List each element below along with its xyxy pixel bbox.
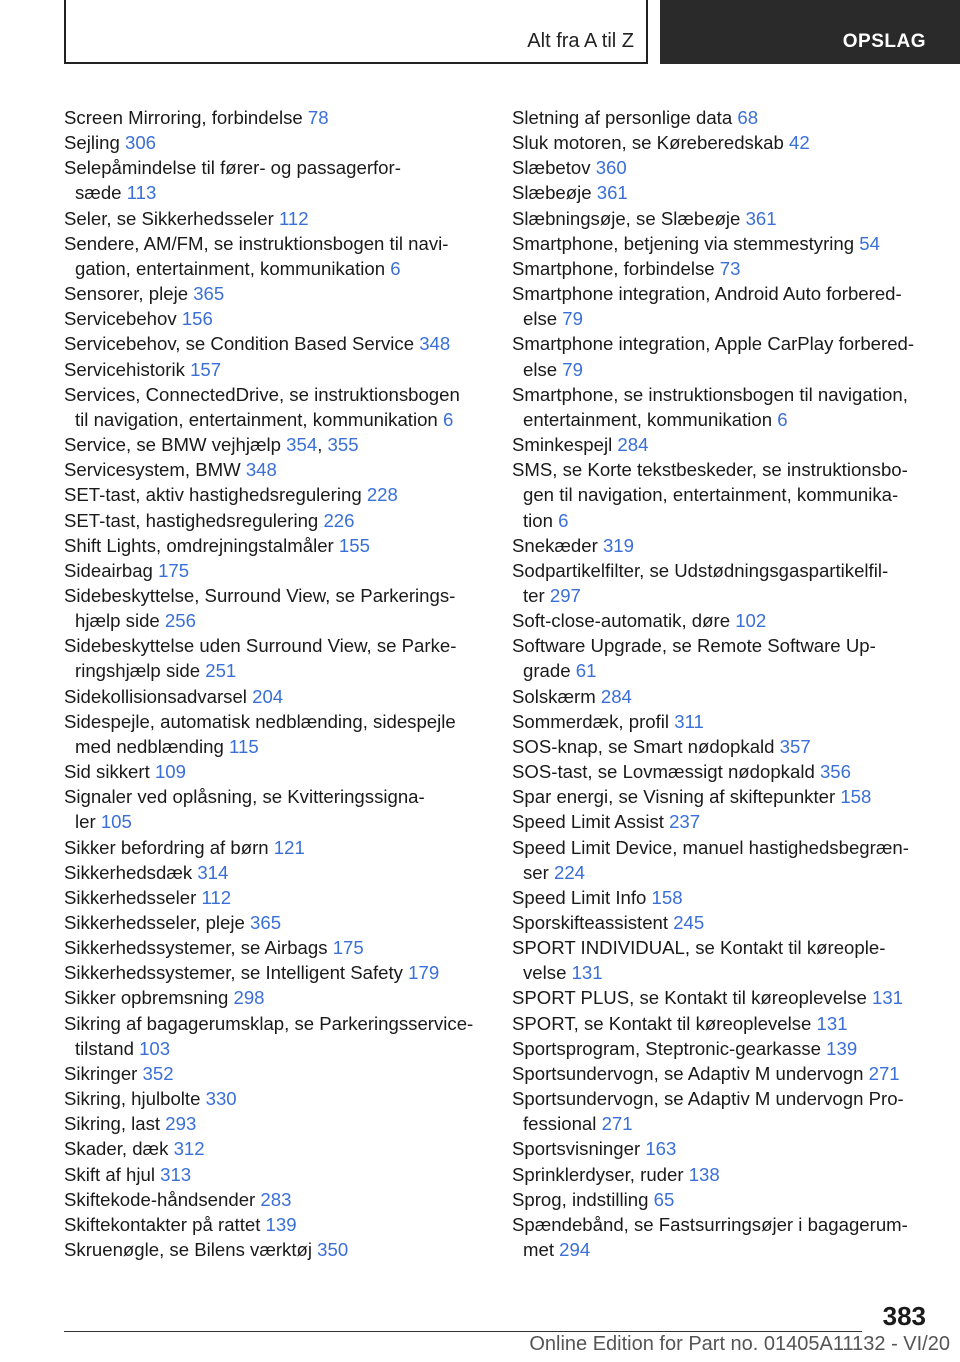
index-term: SPORT, se Kontakt til køreoplevelse — [512, 1012, 817, 1034]
page-link[interactable]: 157 — [190, 358, 222, 380]
index-term: Skiftekode-håndsender — [64, 1188, 261, 1210]
page-link[interactable]: 103 — [139, 1037, 171, 1059]
index-term: Smartphone, betjening via stemmestyring — [512, 232, 860, 254]
index-line — [512, 206, 932, 231]
page-link[interactable]: 204 — [252, 685, 284, 707]
index-term: Sikker befordring af børn — [64, 836, 274, 858]
index-term: Sid sikkert — [64, 761, 155, 783]
index-term: Sommerdæk, profil — [512, 710, 675, 732]
index-term: Skiftekontakter på rattet — [64, 1213, 266, 1235]
index-line — [512, 558, 932, 583]
index-term: Sprinklerdyser, ruder — [512, 1163, 689, 1185]
page-link[interactable]: 113 — [126, 182, 157, 204]
index-term: ser — [523, 861, 554, 883]
page-link[interactable]: 6 — [442, 408, 454, 430]
index-line — [512, 658, 932, 683]
page-link[interactable]: 131 — [816, 1012, 848, 1034]
index-line — [512, 860, 932, 885]
index-term: sæde — [75, 182, 127, 204]
index-term: Smartphone, se instruktionsbogen til navigation, — [512, 383, 908, 405]
index-line — [64, 482, 484, 507]
page-link[interactable]: 350 — [317, 1239, 349, 1261]
index-line — [512, 608, 932, 633]
index-term: SPORT PLUS, se Kontakt til køreoplevelse — [512, 987, 872, 1009]
index-line — [512, 1237, 932, 1262]
index-line — [512, 508, 932, 533]
index-term: Sikkerhedsdæk — [64, 861, 198, 883]
page-link[interactable]: 319 — [602, 534, 634, 556]
page-link[interactable]: 156 — [181, 308, 213, 330]
page-link[interactable]: 237 — [669, 811, 701, 833]
page-link[interactable]: 175 — [332, 937, 364, 959]
page-link[interactable]: 352 — [142, 1062, 174, 1084]
page-link[interactable]: 224 — [554, 861, 586, 883]
index-term: til navigation, entertainment, kommunikation — [75, 408, 443, 430]
page-link[interactable]: 284 — [617, 434, 649, 456]
index-term: else — [523, 308, 563, 330]
index-line — [512, 1011, 932, 1036]
section-tab[interactable] — [660, 0, 960, 64]
page-link[interactable]: 121 — [273, 836, 305, 858]
page-link[interactable]: 42 — [788, 132, 810, 154]
page-number: 383 — [882, 1301, 926, 1331]
index-line — [64, 885, 484, 910]
page-link[interactable]: 79 — [562, 308, 583, 330]
page-link[interactable]: 131 — [871, 987, 904, 1009]
index-line — [512, 1086, 932, 1111]
page-link[interactable]: 54 — [859, 232, 880, 254]
index-line — [64, 457, 484, 482]
index-line — [512, 684, 932, 709]
index-line — [512, 835, 932, 860]
index-line — [64, 1162, 484, 1187]
index-line — [512, 256, 932, 281]
index-line — [512, 231, 932, 256]
index-term: , — [317, 434, 328, 456]
index-line — [512, 985, 932, 1010]
index-line — [64, 533, 484, 558]
index-term: Sidespejle, automatisk nedblænding, sidespejle — [64, 710, 456, 732]
page-link[interactable]: 298 — [233, 987, 265, 1009]
index-term: fessional — [523, 1113, 602, 1135]
page-link[interactable]: 271 — [601, 1113, 633, 1135]
page-link[interactable]: 361 — [596, 182, 628, 204]
page-link[interactable]: 283 — [260, 1188, 292, 1210]
index-line — [512, 1187, 932, 1212]
page-link[interactable]: 78 — [307, 107, 329, 128]
index-line — [64, 935, 484, 960]
page-link[interactable]: 312 — [173, 1138, 205, 1160]
page-link[interactable]: 311 — [674, 710, 704, 732]
page-link[interactable]: 112 — [278, 207, 309, 229]
page-link[interactable]: 365 — [193, 283, 225, 305]
index-line — [64, 658, 484, 683]
index-term: Sportsprogram, Steptronic-gearkasse — [512, 1037, 827, 1059]
index-line — [512, 1036, 932, 1061]
index-term: Slæbeøje — [512, 182, 597, 204]
index-line — [64, 130, 484, 155]
index-line — [512, 935, 932, 960]
index-line — [64, 1237, 484, 1262]
index-line — [64, 331, 484, 356]
index-line — [64, 256, 484, 281]
page-link[interactable]: 314 — [197, 861, 229, 883]
page-link[interactable]: 361 — [745, 207, 777, 229]
index-term: Solskærm — [512, 685, 601, 707]
index-term: Sikkerhedsseler — [64, 886, 202, 908]
page-link[interactable]: 79 — [562, 358, 583, 380]
index-term: Skruenøgle, se Bilens værktøj — [64, 1239, 318, 1261]
page-link[interactable]: 6 — [777, 408, 788, 430]
page-link[interactable]: 179 — [408, 962, 440, 984]
page-link[interactable]: 355 — [327, 434, 359, 456]
index-term: SMS, se Korte tekstbeskeder, se instruktionsbo- — [512, 459, 908, 481]
index-line — [512, 1136, 932, 1161]
index-term: Slæbetov — [512, 157, 596, 179]
index-line — [512, 180, 932, 205]
index-term: Sikring af bagagerumsklap, se Parkeringsservice- — [64, 1012, 474, 1034]
index-line — [512, 482, 932, 507]
index-line — [512, 130, 932, 155]
index-line — [512, 407, 932, 432]
page-link[interactable]: 357 — [779, 735, 811, 757]
index-line — [64, 985, 484, 1010]
page-link[interactable]: 65 — [653, 1188, 675, 1210]
index-term: Sodpartikelfilter, se Udstødningsgaspartikelfil- — [512, 559, 889, 581]
index-line — [64, 231, 484, 256]
index-line — [64, 357, 484, 382]
page-link[interactable]: 306 — [124, 132, 157, 154]
page-link[interactable]: 256 — [164, 610, 196, 632]
page-link[interactable]: 330 — [205, 1088, 237, 1110]
page-link[interactable]: 365 — [250, 912, 282, 933]
index-line — [512, 633, 932, 658]
page-link[interactable]: 354 — [286, 434, 318, 456]
index-line — [64, 382, 484, 407]
index-line — [512, 809, 932, 834]
page-link[interactable]: 226 — [323, 509, 355, 531]
index-line — [64, 281, 484, 306]
index-term: Sportsundervogn, se Adaptiv M undervogn Pro- — [512, 1088, 904, 1110]
index-term: hjælp side — [75, 610, 165, 632]
page-link[interactable]: 297 — [549, 584, 581, 606]
index-term: Sikring, hjulbolte — [64, 1088, 206, 1110]
index-line — [64, 1111, 484, 1136]
index-term: SET-tast, hastighedsregulering — [64, 509, 324, 531]
index-line — [64, 1187, 484, 1212]
index-line — [64, 180, 484, 205]
index-term: Shift Lights, omdrejningstalmåler — [64, 534, 339, 556]
index-line — [64, 608, 484, 633]
footer-divider — [64, 1331, 862, 1332]
index-term: Speed Limit Device, manuel hastighedsbegræn- — [512, 836, 909, 858]
chapter-title: Alt fra A til Z — [527, 30, 634, 52]
index-line — [512, 533, 932, 558]
footer-edition: Online Edition for Part no. 01405A11132 - VI/20 — [529, 1333, 950, 1355]
index-term: Spændebånd, se Fastsurringsøjer i bagagerum- — [512, 1213, 908, 1235]
index-line — [512, 734, 932, 759]
index-term: Sensorer, pleje — [64, 283, 194, 305]
page-link[interactable]: 73 — [719, 257, 741, 279]
page-link[interactable]: 356 — [819, 761, 851, 783]
index-term: Sportsvisninger — [512, 1138, 646, 1160]
index-term: Soft-close-automatik, døre — [512, 610, 736, 632]
index-term: tion — [523, 509, 559, 531]
page-link[interactable]: 131 — [571, 962, 603, 984]
index-line — [64, 809, 484, 834]
index-line — [64, 860, 484, 885]
page-link[interactable]: 138 — [688, 1163, 720, 1185]
page-link[interactable]: 105 — [100, 811, 132, 833]
index-line — [64, 734, 484, 759]
index-line — [64, 910, 484, 935]
index-line — [64, 306, 484, 331]
index-line — [64, 583, 484, 608]
index-line — [64, 684, 484, 709]
index-term: SET-tast, aktiv hastighedsregulering — [64, 484, 367, 506]
section-title: OPSLAG — [842, 31, 926, 52]
index-term: Sidekollisionsadvarsel — [64, 685, 253, 707]
index-line — [512, 784, 932, 809]
index-term: Sletning af personlige data — [512, 107, 738, 128]
index-term: velse — [523, 962, 572, 984]
header-chapter-box — [64, 0, 648, 64]
index-column-left — [64, 105, 484, 1262]
page-link[interactable]: 102 — [735, 610, 767, 632]
index-term: Sminkespejl — [512, 434, 618, 456]
index-term: Speed Limit Info — [512, 886, 652, 908]
page-link[interactable]: 139 — [826, 1037, 858, 1059]
index-line — [512, 155, 932, 180]
index-line — [64, 407, 484, 432]
index-term: Skader, dæk — [64, 1138, 174, 1160]
index-term: Sikringer — [64, 1062, 143, 1084]
page-link[interactable]: 158 — [651, 886, 683, 908]
index-line — [64, 1036, 484, 1061]
index-term: Seler, se Sikkerhedsseler — [64, 207, 279, 229]
index-term: Signaler ved oplåsning, se Kvitteringssigna- — [64, 786, 425, 808]
index-line — [512, 759, 932, 784]
index-term: ler — [75, 811, 101, 833]
page-link[interactable]: 109 — [154, 761, 186, 783]
index-line — [64, 206, 484, 231]
index-line — [64, 709, 484, 734]
index-term: gen til navigation, entertainment, kommunika- — [523, 484, 899, 506]
index-line — [64, 432, 484, 457]
index-term: tilstand — [75, 1037, 140, 1059]
page-link[interactable]: 6 — [390, 257, 401, 279]
page-link[interactable]: 115 — [229, 735, 259, 757]
index-term: Sporskifteassistent — [512, 912, 674, 933]
page-link[interactable]: 245 — [673, 912, 705, 933]
index-term: Sidebeskyttelse uden Surround View, se Parke- — [64, 635, 457, 657]
page-link[interactable]: 139 — [265, 1213, 297, 1235]
index-line — [64, 1212, 484, 1237]
index-line — [512, 1162, 932, 1187]
index-line — [64, 1086, 484, 1111]
page-link[interactable]: 163 — [645, 1138, 677, 1160]
page-link[interactable]: 251 — [205, 660, 237, 682]
page-link[interactable]: 61 — [575, 660, 597, 682]
index-term: Sendere, AM/FM, se instruktionsbogen til navi- — [64, 232, 449, 254]
index-line — [64, 155, 484, 180]
index-line — [64, 105, 484, 130]
page-link[interactable]: 68 — [737, 107, 759, 128]
index-line — [512, 709, 932, 734]
index-line — [512, 885, 932, 910]
index-term: Smartphone integration, Android Auto forbered- — [512, 283, 902, 305]
index-term: Servicesystem, BMW — [64, 459, 246, 481]
page-link[interactable]: 228 — [366, 484, 398, 506]
page-link[interactable]: 271 — [868, 1062, 900, 1084]
index-column-right — [512, 105, 932, 1262]
index-term: else — [523, 358, 563, 380]
page-link[interactable]: 348 — [419, 333, 451, 355]
index-line — [512, 1111, 932, 1136]
page-link[interactable]: 294 — [559, 1239, 591, 1261]
page-link[interactable]: 284 — [600, 685, 632, 707]
index-term: med nedblænding — [75, 735, 230, 757]
index-term: Sikkerhedssystemer, se Intelligent Safety — [64, 962, 409, 984]
index-line — [64, 784, 484, 809]
index-line — [512, 1061, 932, 1086]
index-term: entertainment, kommunikation — [523, 408, 778, 430]
index-line — [512, 281, 932, 306]
index-term: Sideairbag — [64, 559, 159, 581]
index-line — [512, 382, 932, 407]
index-term: Selepåmindelse til fører- og passagerfor- — [64, 157, 401, 179]
index-term: Software Upgrade, se Remote Software Up- — [512, 635, 876, 657]
index-line — [512, 960, 932, 985]
index-line — [64, 508, 484, 533]
index-line — [512, 1212, 932, 1237]
index-term: Sluk motoren, se Kørеberedskab — [512, 132, 789, 154]
page-link[interactable]: 313 — [160, 1163, 192, 1185]
index-term: Sikker opbremsning — [64, 987, 234, 1009]
index-line — [512, 432, 932, 457]
page-link[interactable]: 175 — [158, 559, 190, 581]
index-term: SOS-knap, se Smart nødopkald — [512, 735, 780, 757]
index-line — [64, 1061, 484, 1086]
index-term: ringshjælp side — [75, 660, 206, 682]
index-term: Sprog, indstilling — [512, 1188, 654, 1210]
index-line — [512, 357, 932, 382]
index-line — [512, 583, 932, 608]
index-term: ter — [523, 584, 550, 606]
index-line — [64, 633, 484, 658]
index-line — [512, 457, 932, 482]
index-term: Sportsundervogn, se Adaptiv M undervogn — [512, 1062, 869, 1084]
index-line — [64, 1011, 484, 1036]
index-term: Service, se BMW vejhjælp — [64, 434, 287, 456]
index-term: Services, ConnectedDrive, se instruktionsbogen — [64, 383, 460, 405]
index-line — [64, 759, 484, 784]
index-line — [512, 331, 932, 356]
page-link[interactable]: 293 — [165, 1113, 197, 1135]
index-term: Snekæder — [512, 534, 603, 556]
index-term: Sikring, last — [64, 1113, 166, 1135]
index-term: met — [523, 1239, 560, 1261]
index-line — [64, 1136, 484, 1161]
index-term: Servicebehov, se Condition Based Service — [64, 333, 420, 355]
index-line — [64, 558, 484, 583]
index-term: Skift af hjul — [64, 1163, 161, 1185]
index-line — [512, 105, 932, 130]
index-line — [512, 306, 932, 331]
index-term: Screen Mirroring, forbindelse — [64, 107, 308, 128]
index-term: Sikkerhedsseler, pleje — [64, 912, 251, 933]
index-term: Smartphone, forbindelse — [512, 257, 720, 279]
index-term: Sikkerhedssystemer, se Airbags — [64, 937, 333, 959]
page-link[interactable]: 112 — [201, 886, 232, 908]
index-term: SPORT INDIVIDUAL, se Kontakt til køreople- — [512, 937, 886, 959]
page-link[interactable]: 155 — [338, 534, 370, 556]
index-term: Smartphone integration, Apple CarPlay forbered- — [512, 333, 915, 355]
index-term: Spar energi, se Visning af skiftepunkter — [512, 786, 841, 808]
index-term: Speed Limit Assist — [512, 811, 670, 833]
index-line — [64, 960, 484, 985]
index-term: Servicebehov — [64, 308, 182, 330]
index-term: SOS-tast, se Lovmæssigt nødopkald — [512, 761, 820, 783]
index-term: Slæbningsøje, se Slæbeøje — [512, 207, 746, 229]
index-term: Sejling — [64, 132, 125, 154]
index-term: Servicehistorik — [64, 358, 191, 380]
page-link[interactable]: 360 — [595, 157, 627, 179]
page-link[interactable]: 348 — [245, 459, 277, 481]
page-link[interactable]: 6 — [558, 509, 569, 531]
index-line — [512, 910, 932, 935]
page-link[interactable]: 158 — [840, 786, 872, 808]
index-term: Sidebeskyttelse, Surround View, se Parkerings- — [64, 584, 456, 606]
index-term: grade — [523, 660, 576, 682]
index-term: gation, entertainment, kommunikation — [75, 257, 391, 279]
index-line — [64, 835, 484, 860]
